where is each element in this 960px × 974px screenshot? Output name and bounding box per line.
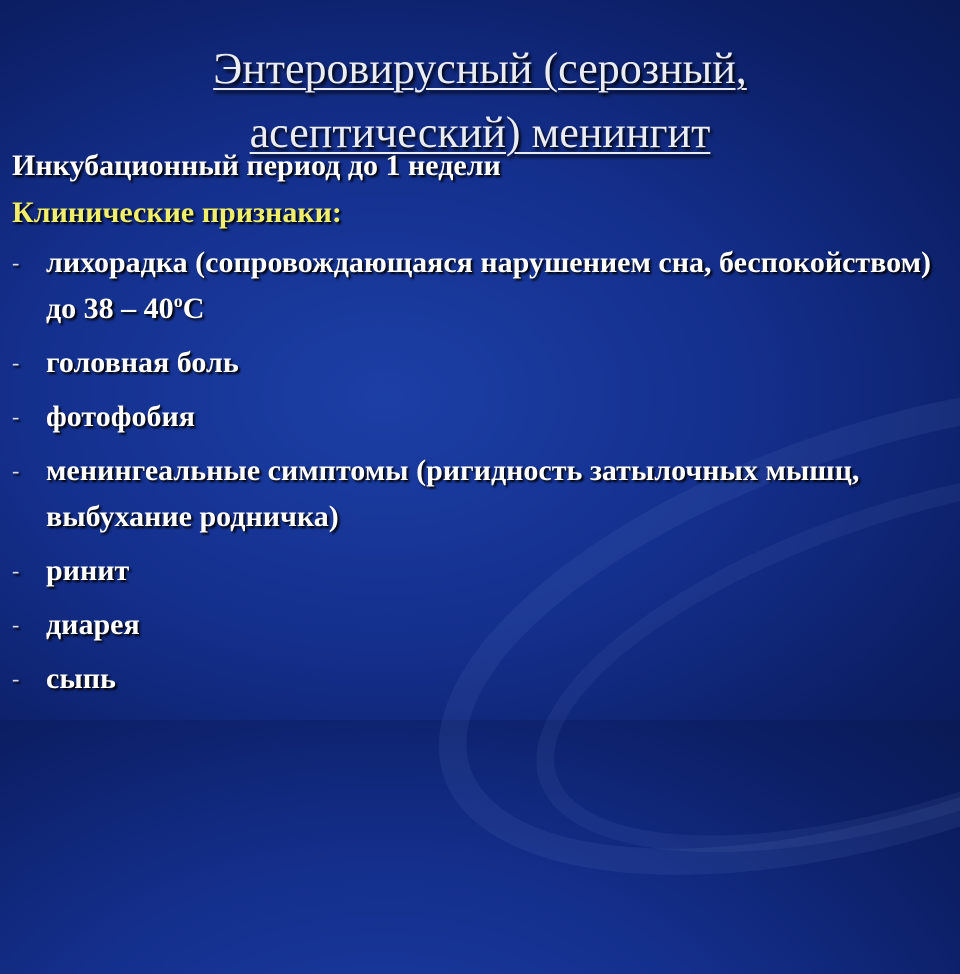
list-item-text: менингеальные симптомы (ригидность затылочных мышц, выбухание родничка) [46, 454, 860, 533]
incubation-line: Инкубационный период до 1 недели [12, 149, 501, 182]
degree-superscript: о [173, 291, 183, 311]
list-item-text: головная боль [46, 346, 239, 379]
symptom-list [12, 240, 952, 702]
bullet-marker: - [12, 404, 20, 429]
clinical-signs-heading: Клинические признаки: [12, 196, 342, 229]
list-item [12, 548, 952, 594]
list-item-suffix: С [182, 292, 205, 325]
list-item [12, 448, 952, 540]
bullet-marker: - [12, 558, 20, 583]
bullet-marker: - [12, 612, 20, 637]
bullet-marker: - [12, 250, 20, 275]
slide-title-line-1: Энтеровирусный (серозный, [213, 44, 747, 94]
list-item-text: фотофобия [46, 400, 195, 433]
list-item [12, 394, 952, 440]
list-item-text: ринит [46, 554, 130, 587]
slide-body [12, 142, 952, 710]
bullet-marker: - [12, 458, 20, 483]
list-item [12, 240, 952, 332]
list-item [12, 340, 952, 386]
list-item-text: лихорадка (сопровождающаяся нарушением сна, беспокойством) до 38 – 40 [46, 246, 931, 325]
slide-title-line-2: асептический) менингит [249, 108, 711, 158]
bullet-marker: - [12, 666, 20, 691]
list-item-text: диарея [46, 608, 140, 641]
list-item [12, 656, 952, 702]
bullet-marker: - [12, 350, 20, 375]
list-item-text: сыпь [46, 662, 116, 695]
list-item [12, 602, 952, 648]
